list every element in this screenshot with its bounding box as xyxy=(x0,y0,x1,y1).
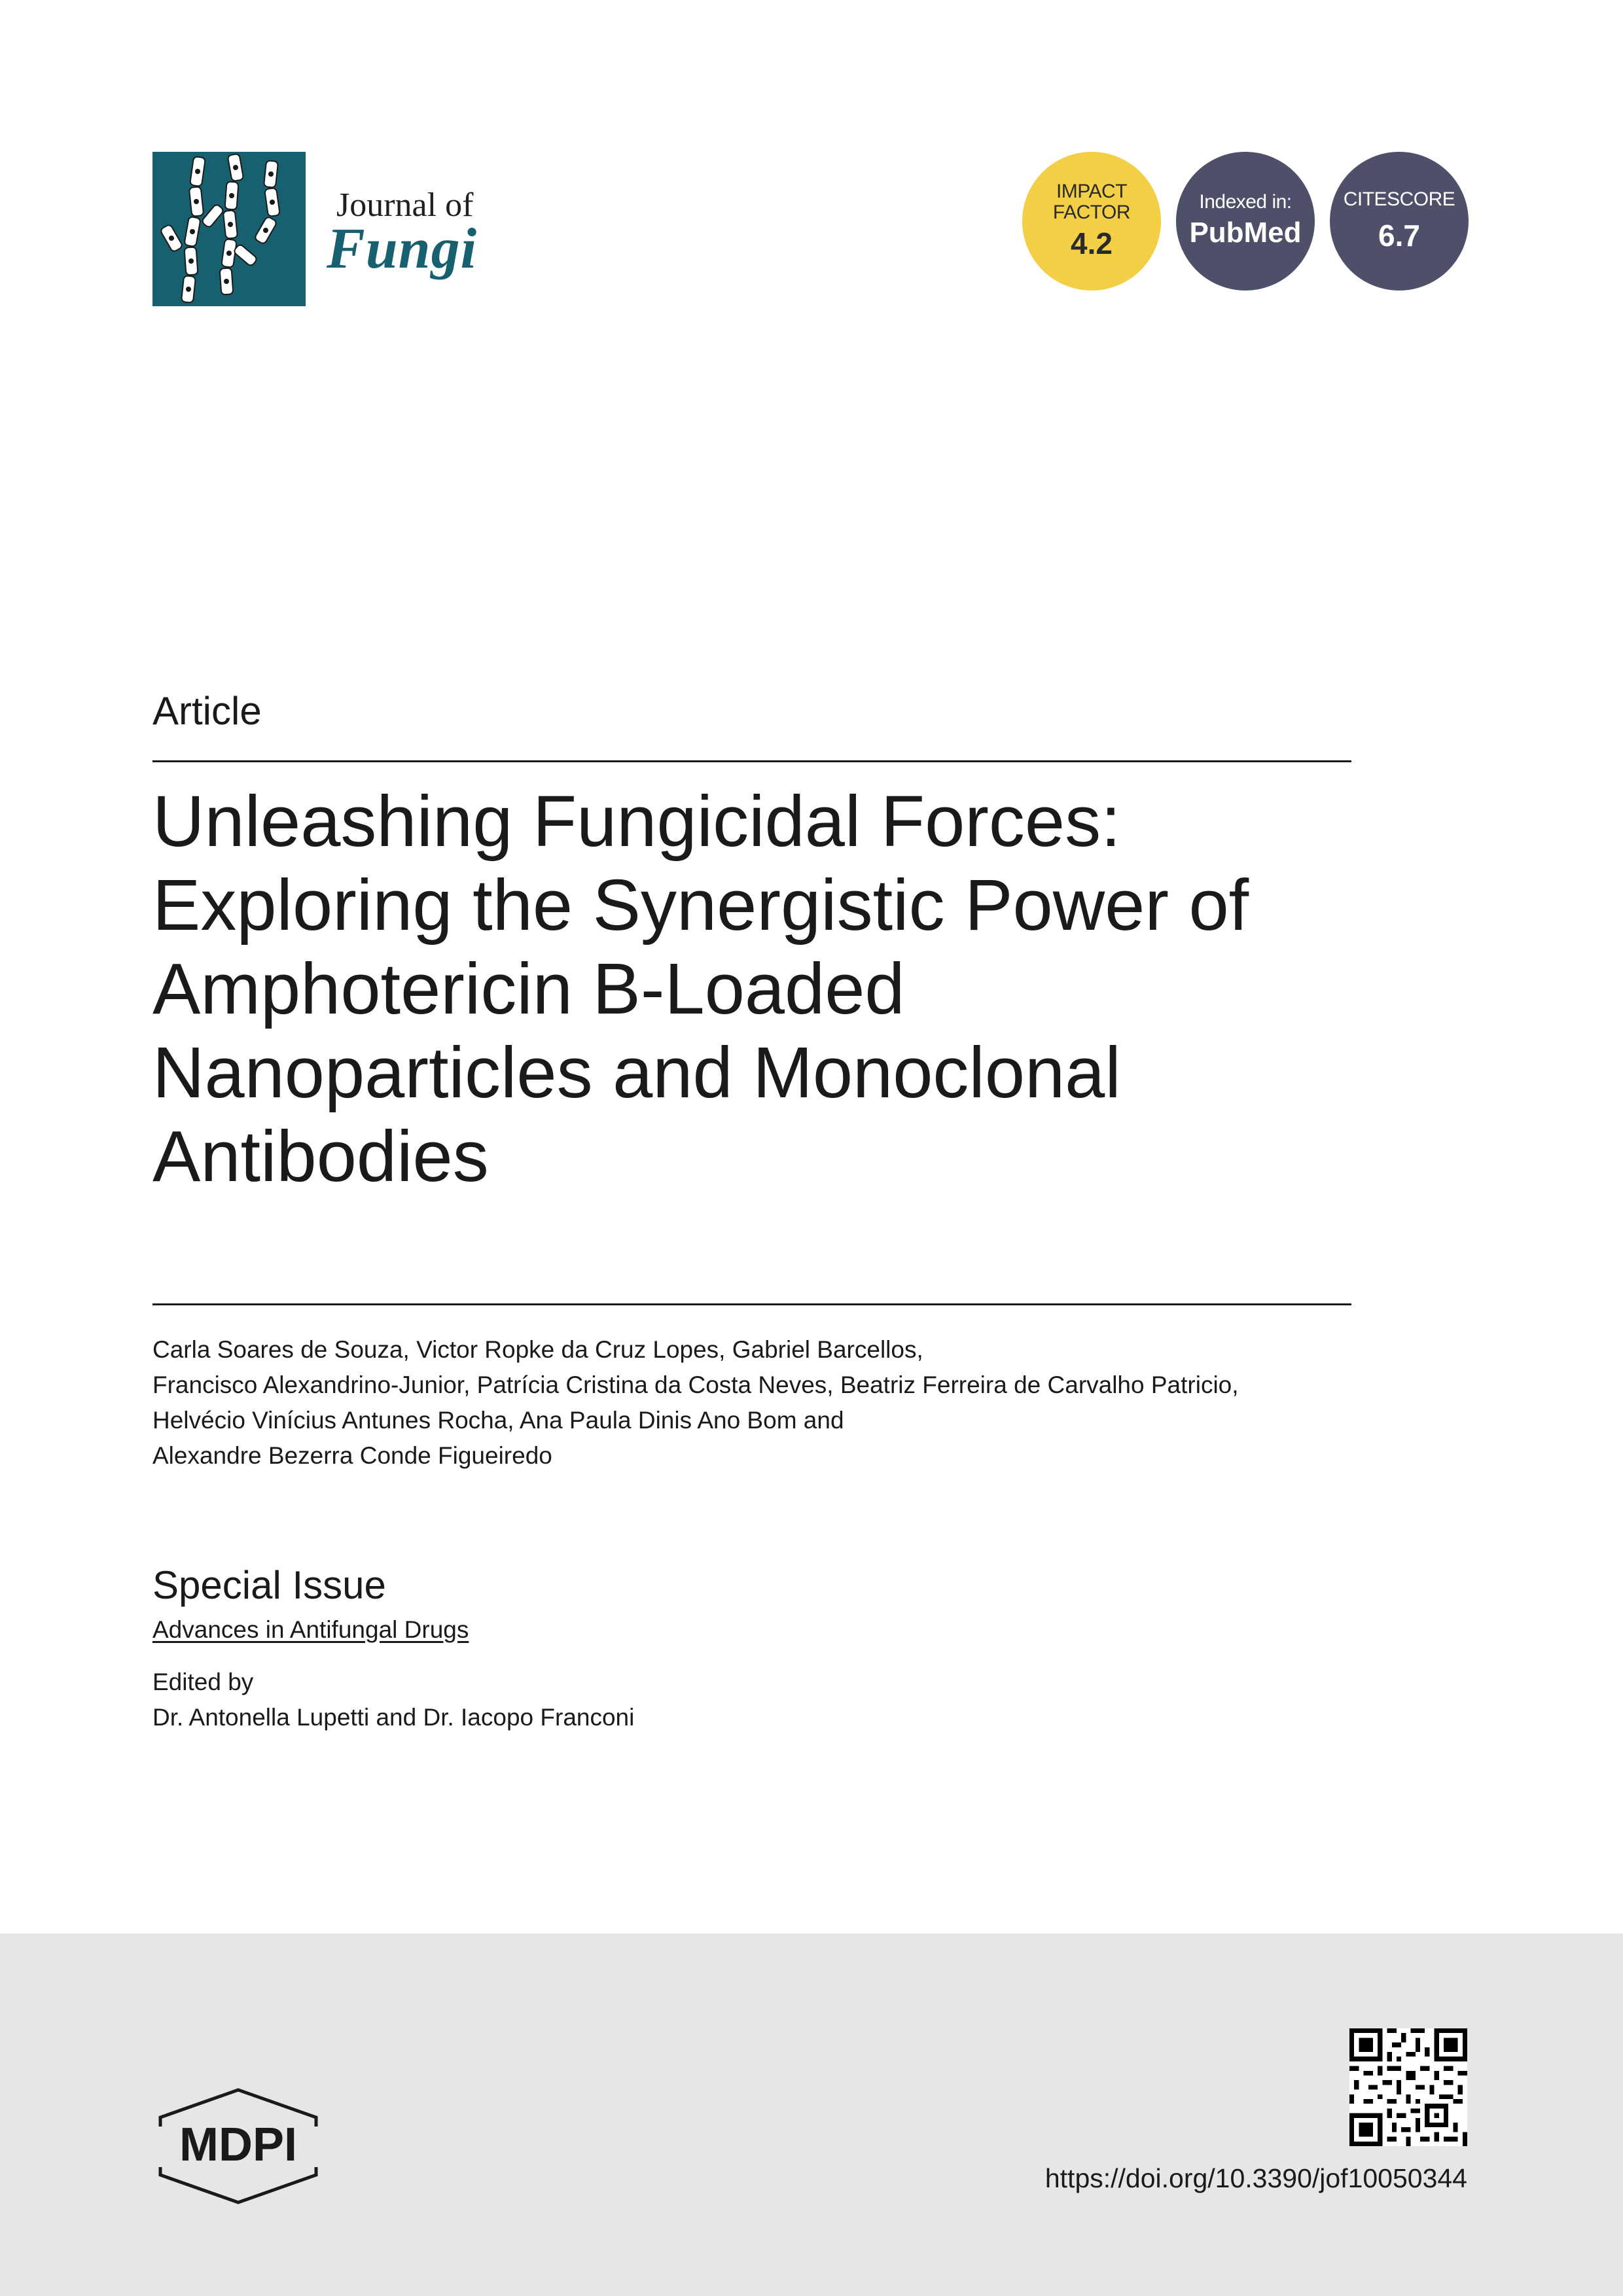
title-line: Antibodies xyxy=(152,1116,489,1197)
author-list xyxy=(152,1332,1396,1474)
impact-factor-badge[interactable] xyxy=(1022,152,1161,291)
edited-by-label: Edited by xyxy=(152,1669,254,1695)
title-line: Unleashing Fungicidal Forces: xyxy=(152,781,1121,862)
title-line: Exploring the Synergistic Power of xyxy=(152,865,1249,945)
citescore-badge[interactable] xyxy=(1330,152,1469,291)
qr-code-icon[interactable] xyxy=(1349,2028,1467,2146)
pubmed-badge[interactable] xyxy=(1176,152,1315,291)
author-line: Carla Soares de Souza, Victor Ropke da Cruz Lopes, Gabriel Barcellos, xyxy=(152,1336,923,1363)
author-line: Helvécio Vinícius Antunes Rocha, Ana Paula Dinis Ano Bom and xyxy=(152,1407,844,1434)
citescore-label: CITESCORE xyxy=(1343,188,1455,210)
editors-block xyxy=(152,1665,634,1735)
journal-logo xyxy=(152,152,493,308)
article-type: Article xyxy=(152,689,262,733)
divider xyxy=(152,760,1351,762)
editors-names: Dr. Antonella Lupetti and Dr. Iacopo Franconi xyxy=(152,1704,635,1731)
pubmed-label: Indexed in: xyxy=(1199,191,1292,213)
pubmed-value: PubMed xyxy=(1189,217,1302,249)
author-line: Francisco Alexandrino-Junior, Patrícia Cristina da Costa Neves, Beatriz Ferreira de Carvalho Patricio, xyxy=(152,1371,1239,1398)
journal-name-main: Fungi xyxy=(327,217,478,281)
article-title xyxy=(152,780,1357,1199)
mdpi-logo xyxy=(152,2087,324,2205)
impact-factor-value: 4.2 xyxy=(1071,226,1113,260)
impact-factor-label-line1: IMPACT xyxy=(1056,181,1128,202)
citescore-value: 6.7 xyxy=(1378,219,1420,253)
author-line: Alexandre Bezerra Conde Figueiredo xyxy=(152,1442,552,1469)
special-issue-link[interactable]: Advances in Antifungal Drugs xyxy=(152,1616,469,1643)
special-issue-label: Special Issue xyxy=(152,1563,386,1607)
title-line: Amphotericin B-Loaded xyxy=(152,949,905,1029)
doi-link[interactable]: https://doi.org/10.3390/jof10050344 xyxy=(1044,2163,1467,2193)
fungi-hyphae-icon xyxy=(152,152,306,306)
divider xyxy=(152,1303,1351,1305)
publisher-name: MDPI xyxy=(179,2119,297,2171)
title-line: Nanoparticles and Monoclonal xyxy=(152,1033,1121,1113)
impact-factor-label-line2: FACTOR xyxy=(1052,202,1131,223)
journal-name-top: Journal of xyxy=(336,186,474,224)
